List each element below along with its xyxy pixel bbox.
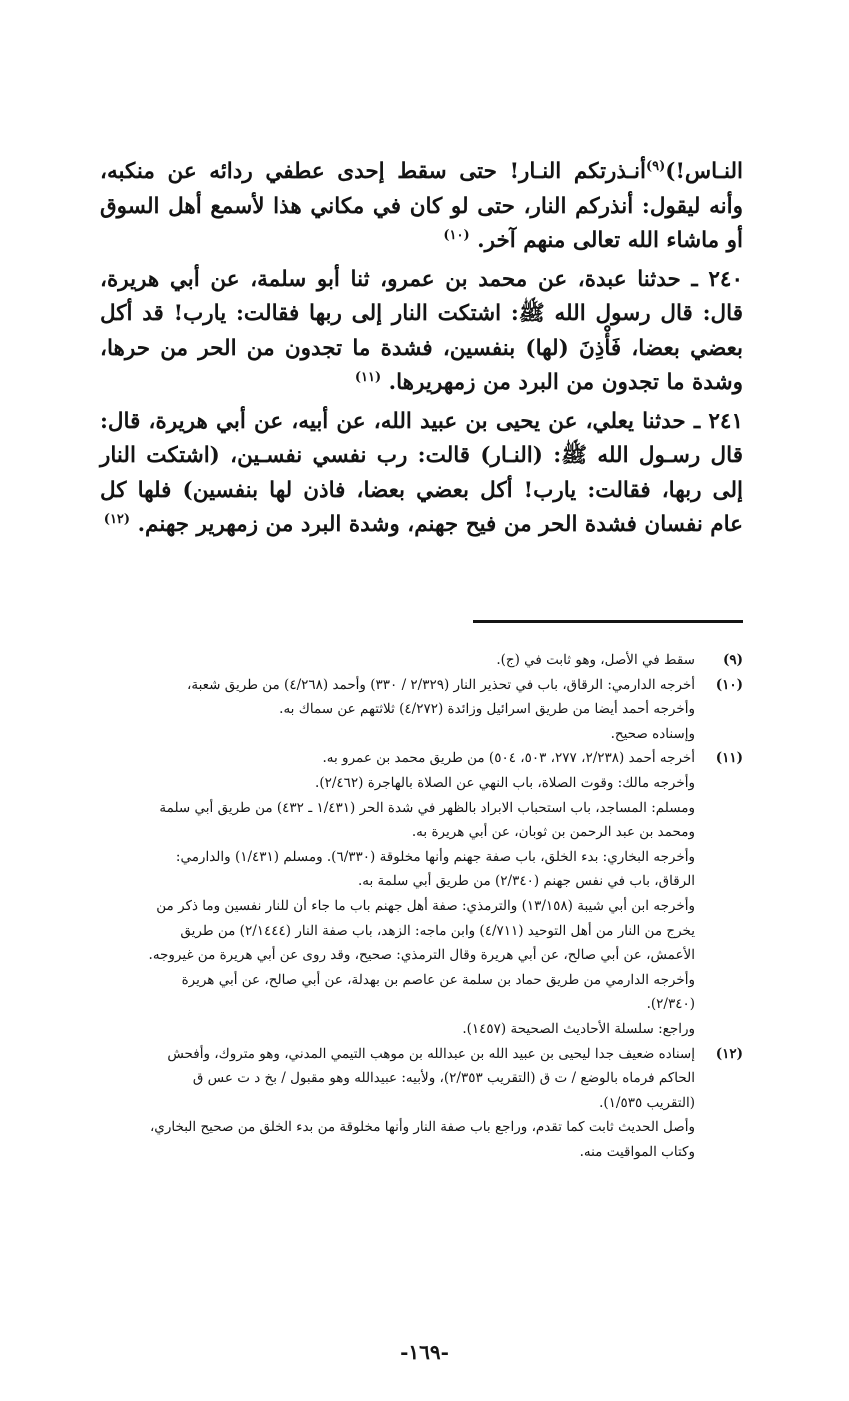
- footnote-line: وراجع: سلسلة الأحاديث الصحيحة (١٤٥٧).: [462, 1020, 695, 1037]
- footnote-body: [100, 1042, 695, 1165]
- footnote-body: [100, 673, 695, 747]
- footnote-line: وإسناده صحيح.: [610, 725, 695, 742]
- footnotes: [100, 648, 743, 1164]
- footnote-line: وأخرجه ابن أبي شيبة (١٣/١٥٨) والترمذي: صفة أهل جهنم باب ما جاء أن للنار نفسين وما ذكر من: [156, 897, 695, 914]
- footnote-ref-11: (١١): [354, 369, 382, 385]
- footnote-10: [100, 673, 743, 747]
- footnote-line: الحاكم فرماه بالوضع / ت ق (التقريب ٢/٣٥٣)، ولأبيه: عبيدالله وهو مقبول / بخ د ت عس ق: [192, 1070, 695, 1087]
- hadith-text: [100, 155, 743, 547]
- paragraph-1: [100, 155, 743, 259]
- footnote-line: الرقاق، باب في نفس جهنم (٢/٣٤٠) من طريق أبي سلمة به.: [357, 873, 695, 890]
- footnote-line: وأخرجه البخاري: بدء الخلق، باب صفة جهنم وأنها مخلوقة (٦/٣٣٠). ومسلم (١/٤٣١) والدارمي:: [175, 848, 695, 865]
- footnote-number: (١٢): [715, 1045, 743, 1062]
- footnote-12: [100, 1042, 743, 1165]
- footnote-line: ومسلم: المساجد، باب استحباب الابراد بالظهر في شدة الحر (١/٤٣١ ـ ٤٣٢) من طريق أبي سلمة: [159, 799, 695, 816]
- footnote-ref-9: (٩): [645, 158, 666, 174]
- footnote-9: [100, 648, 743, 673]
- paragraph-1-start: النـاس!): [665, 159, 743, 184]
- footnote-line: وأخرجه أحمد أيضا من طريق اسرائيل وزائدة (٤/٢٧٢) ثلاثتهم عن سماك به.: [279, 701, 695, 718]
- footnote-line: يخرج من النار من أهل التوحيد (٤/٧١١) وابن ماجه: الزهد، باب صفة النار (٢/١٤٤٤) من طريق: [180, 922, 695, 939]
- footnote-line: وأصل الحديث ثابت كما تقدم، وراجع باب صفة النار وأنها مخلوقة من بدء الخلق من صحيح البخاري،: [149, 1119, 695, 1136]
- footnote-line: (٢/٣٤٠).: [646, 996, 695, 1013]
- footnote-line: أخرجه الدارمي: الرقاق، باب في تحذير النار (٢/٣٢٩ / ٣٣٠) وأحمد (٤/٢٦٨) من طريق شعبة،: [186, 676, 695, 693]
- footnote-line: وكتاب المواقيت منه.: [579, 1143, 695, 1160]
- footnote-line: إسناده ضعيف جدا ليحيى بن عبيد الله بن عبدالله بن موهب التيمي المدني، وهو متروك، وأفحش: [167, 1045, 695, 1062]
- footnote-number: (١٠): [715, 676, 743, 693]
- footnote-line: سقط في الأصل، وهو ثابت في (ج).: [496, 652, 695, 668]
- footnote-11: [100, 746, 743, 1041]
- hadith-240-text: ٢٤٠ ـ حدثنا عبدة، عن محمد بن عمرو، ثنا أبو سلمة، عن أبي هريرة، قال: قال رسول الله ﷺ: اشتكت النار إلى ربها فقالت: يارب! قد أكل بعضي بعضا، فَأْذِنَ (لها) بنفسين، فشدة ما تجدون من الحر من حرها، وشدة ما تجدون من البرد من زمهريرها.: [100, 266, 743, 395]
- footnote-divider: [473, 620, 743, 623]
- footnote-number: (١١): [715, 750, 743, 767]
- footnote-body: [100, 648, 695, 673]
- hadith-240: [100, 263, 743, 401]
- footnote-ref-12: (١٢): [103, 511, 131, 527]
- footnote-line: وأخرجه الدارمي من طريق حماد بن سلمة عن عاصم بن بهدلة، عن أبي صالح، عن أبي هريرة: [181, 971, 695, 988]
- footnote-ref-10: (١٠): [443, 227, 470, 243]
- footnote-line: أخرجه أحمد (٢/٢٣٨، ٢٧٧، ٥٠٣، ٥٠٤) من طريق محمد بن عمرو به.: [322, 750, 695, 767]
- footnote-line: (التقريب ١/٥٣٥).: [599, 1094, 695, 1111]
- footnote-number: (٩): [722, 652, 743, 668]
- hadith-241: [100, 405, 743, 543]
- footnote-line: ومحمد بن عبد الرحمن بن ثوبان، عن أبي هريرة به.: [411, 824, 695, 841]
- footnote-body: [100, 746, 695, 1041]
- paragraph-1-body: أنـذرتكم النـار! حتى سقط إحدى عطفي ردائه عن منكبه، وأنه ليقول: أنذركم النار، حتى لو كان في مكاني هذا لأسمع أهل السوق أو ماشاء الله تعالى منهم آخر.: [100, 159, 743, 253]
- hadith-241-text: ٢٤١ ـ حدثنا يعلي، عن يحيى بن عبيد الله، عن أبيه، عن أبي هريرة، قال: قال رسـول الله ﷺ: (النـار) قالت: رب نفسي نفسـين، (اشتكت النار إلى ربها، فقالت: يارب! أكل بعضي بعضا، فاذن لها بنفسين) فلها كل عام نفسان فشدة الحر من فيح جهنم، وشدة البرد من زمهرير جهنم.: [100, 408, 743, 537]
- page-number: -١٦٩-: [400, 1340, 449, 1364]
- footnote-line: الأعمش، عن أبي صالح، عن أبي هريرة وقال الترمذي: صحيح، وقد روى عن أبي هريرة من غيروجه.: [148, 947, 695, 964]
- footnote-line: وأخرجه مالك: وقوت الصلاة، باب النهي عن الصلاة بالهاجرة (٢/٤٦٢).: [315, 774, 695, 791]
